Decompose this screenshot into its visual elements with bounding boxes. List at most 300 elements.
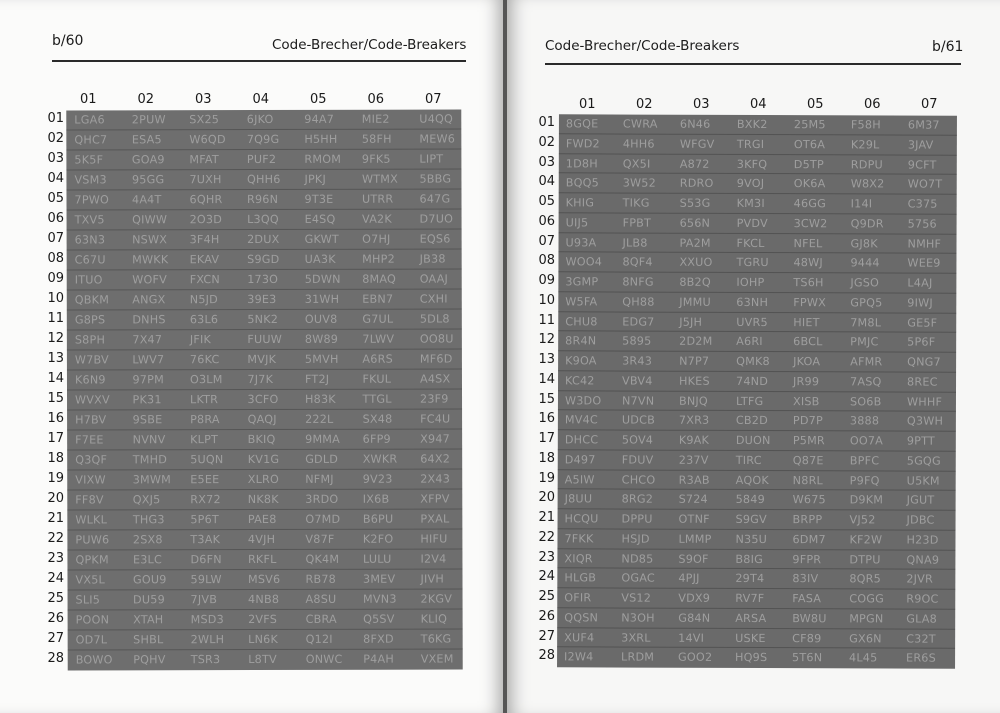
left-table-cell: WOFV	[132, 273, 167, 287]
right-table-cell: 5P6F	[907, 335, 936, 349]
left-row-header: 10	[47, 291, 64, 306]
left-table-cell: Q5SV	[363, 612, 395, 626]
right-table-cell: C375	[907, 197, 938, 211]
right-row-header: 24	[538, 569, 555, 585]
right-row-divider	[558, 291, 956, 293]
right-table-cell: BRPP	[792, 513, 823, 527]
left-row-divider	[67, 508, 462, 510]
left-code-table	[66, 109, 462, 670]
left-table-cell: TMHD	[132, 453, 168, 467]
right-row-divider	[558, 370, 956, 372]
left-table-cell: L3QQ	[247, 212, 279, 227]
right-table-cell: 6DM7	[792, 532, 826, 546]
right-table-cell: K9OA	[565, 354, 597, 368]
left-table-cell: POON	[75, 613, 110, 627]
left-table-cell: W6QD	[189, 133, 226, 147]
right-table-cell: 3W52	[622, 176, 656, 190]
left-table-cell: LIPT	[419, 152, 444, 166]
right-table-cell: JKOA	[793, 355, 821, 369]
right-table-cell: XXUO	[679, 255, 713, 270]
right-row-header: 03	[538, 154, 555, 170]
left-table-cell: 5P6T	[190, 513, 219, 527]
left-table-cell: 9T3E	[304, 192, 334, 206]
left-table-cell: VA2K	[362, 212, 392, 226]
right-row-header: 11	[538, 312, 555, 328]
left-row-divider	[67, 408, 462, 410]
right-table-cell: 4L45	[849, 651, 878, 665]
left-table-cell: U4QQ	[419, 112, 454, 126]
left-row-divider	[67, 568, 462, 570]
left-table-cell: BKIQ	[247, 432, 276, 447]
right-column-header: 03	[693, 97, 710, 112]
right-table-cell: A6RI	[736, 335, 763, 349]
left-table-cell: R96N	[246, 192, 279, 207]
right-table-cell: ER6S	[906, 651, 936, 665]
left-table-cell: IX6B	[362, 492, 390, 506]
left-table-cell: DNHS	[132, 313, 166, 327]
right-page-title: Code-Brecher/Code-Breakers	[545, 38, 740, 54]
left-table-cell: KLIQ	[420, 612, 448, 626]
right-table-cell: USKE	[735, 631, 766, 645]
left-table-cell: GOU9	[132, 573, 167, 587]
right-table-cell: QH88	[622, 295, 655, 309]
left-column-header: 06	[367, 92, 385, 107]
left-row-header: 25	[47, 591, 64, 606]
right-row-header: 04	[538, 174, 555, 190]
left-table-cell: 2WLH	[190, 633, 225, 647]
right-table-cell: A5IW	[564, 472, 595, 486]
right-row-divider	[557, 647, 955, 649]
left-table-cell: PXAL	[420, 512, 450, 526]
left-table-cell: 76KC	[189, 353, 220, 367]
right-row-divider	[558, 429, 956, 431]
right-row-divider	[557, 607, 955, 609]
right-table-cell: ND85	[621, 552, 654, 566]
left-table-cell: V87F	[305, 532, 335, 546]
right-table-cell: UDCB	[621, 413, 656, 427]
right-table-cell: S53G	[679, 196, 711, 210]
right-table-cell: TS6H	[793, 276, 824, 290]
right-table-cell: JR99	[793, 374, 820, 388]
left-table-cell: MWKK	[132, 253, 169, 267]
right-table-cell: 25M5	[793, 118, 826, 132]
left-table-cell: P8RA	[190, 413, 220, 427]
left-table-cell: PQHV	[133, 653, 166, 667]
right-table-cell: LTFG	[735, 394, 764, 408]
left-table-cell: 2PUW	[131, 113, 166, 127]
left-table-cell: 7J7K	[247, 372, 274, 387]
right-table-cell: NMHF	[907, 237, 942, 251]
left-row-divider	[67, 368, 462, 370]
right-table-cell: K9AK	[678, 433, 710, 447]
right-table-cell: D5TP	[793, 157, 824, 171]
left-table-cell: K6N9	[74, 373, 106, 387]
right-page-number: b/61	[932, 39, 964, 55]
left-table-cell: A8SU	[305, 592, 337, 606]
left-table-cell: DU59	[133, 593, 165, 607]
right-table-cell: N7P7	[679, 354, 710, 368]
left-table-cell: OUV8	[304, 312, 338, 326]
left-table-cell: PUW6	[75, 533, 110, 547]
left-table-cell: FKUL	[362, 372, 392, 386]
right-table-cell: Q87E	[792, 453, 824, 467]
left-table-cell: NK8K	[247, 492, 279, 507]
left-table-cell: WTMX	[361, 172, 398, 186]
left-table-cell: 6QHR	[189, 193, 223, 207]
left-table-cell: QAQJ	[247, 412, 277, 427]
right-row-divider	[559, 212, 957, 214]
right-table-cell: N35U	[735, 532, 768, 546]
left-table-cell: XTAH	[133, 613, 164, 627]
left-page-number: b/60	[52, 33, 84, 49]
right-table-cell: QMK8	[736, 354, 770, 369]
right-table-cell: S9GV	[735, 512, 767, 527]
right-table-cell: P5MR	[792, 434, 825, 448]
left-table-cell: 8W89	[304, 332, 339, 346]
right-table-cell: 5OV4	[621, 433, 654, 447]
right-table-cell: 3GMP	[565, 275, 599, 289]
left-table-cell: 64X2	[420, 452, 451, 466]
left-table-cell: 95GG	[131, 173, 165, 187]
left-table-cell: O3LM	[189, 373, 223, 387]
right-row-header: 21	[538, 510, 555, 525]
right-row-header: 17	[538, 431, 555, 446]
right-table-cell: GOO2	[678, 650, 713, 665]
left-row-header: 22	[47, 531, 64, 546]
left-table-cell: QBKM	[74, 293, 110, 307]
right-table-cell: 656N	[679, 216, 711, 230]
left-table-cell: JIVH	[420, 572, 444, 586]
right-table-cell: A872	[679, 157, 710, 171]
right-table-cell: N7VN	[621, 394, 655, 408]
left-row-header: 13	[47, 351, 64, 366]
left-table-cell: OAAJ	[419, 272, 449, 286]
left-table-cell: MIE2	[361, 112, 390, 126]
left-table-cell: NSWX	[132, 233, 168, 247]
left-table-cell: KV1G	[247, 452, 280, 467]
right-row-divider	[558, 252, 956, 254]
right-row-header: 26	[538, 608, 555, 624]
right-row-divider	[558, 271, 956, 273]
right-table-cell: TIKG	[622, 196, 650, 210]
right-table-cell: G84N	[678, 611, 711, 625]
right-header-rule	[545, 63, 961, 65]
right-row-header: 14	[538, 371, 555, 387]
right-table-cell: QX5I	[622, 157, 651, 171]
right-table-cell: K29L	[850, 138, 880, 152]
right-row-header: 15	[538, 391, 555, 407]
right-table-cell: ARSA	[735, 611, 767, 625]
right-table-cell: 3888	[849, 414, 880, 428]
right-table-cell: 5GQG	[906, 454, 941, 468]
left-row-header: 28	[47, 651, 64, 666]
right-table-cell: JGSO	[850, 276, 880, 290]
right-table-cell: DUON	[735, 433, 771, 448]
left-table-cell: 5BBG	[419, 172, 452, 186]
left-table-cell: WVXV	[75, 393, 110, 407]
right-row-header: 08	[538, 253, 555, 269]
right-column-header: 06	[864, 97, 881, 112]
left-table-cell: OO8U	[419, 332, 454, 346]
right-table-cell: W3DO	[564, 393, 602, 407]
right-table-cell: DHCC	[564, 433, 599, 447]
left-table-cell: ESA5	[131, 133, 162, 147]
left-table-cell: RKFL	[247, 552, 277, 567]
right-table-cell: FDUV	[621, 453, 654, 467]
left-column-header: 01	[80, 92, 97, 107]
right-row-header: 27	[538, 628, 555, 644]
left-page-title: Code-Brecher/Code-Breakers	[272, 37, 467, 53]
left-column-header: 05	[310, 92, 327, 107]
right-table-cell: 7ASQ	[850, 375, 882, 389]
left-table-cell: Q12I	[305, 632, 333, 646]
right-table-cell: FKCL	[736, 236, 765, 250]
right-row-header: 20	[538, 490, 555, 506]
right-table-cell: CHCO	[621, 473, 656, 487]
left-table-cell: 23F9	[420, 392, 449, 406]
right-table-cell: 4PJJ	[678, 571, 700, 586]
right-table-cell: JLB8	[622, 236, 648, 250]
left-column-header: 03	[195, 92, 212, 107]
left-table-cell: 7X47	[132, 333, 163, 347]
left-table-cell: NFMJ	[305, 472, 334, 486]
left-table-cell: S9GD	[247, 252, 280, 267]
left-table-cell: JFIK	[189, 333, 212, 347]
left-row-divider	[67, 468, 462, 470]
left-row-divider	[66, 148, 461, 150]
left-table-cell: CXHI	[419, 292, 448, 306]
left-table-cell: FT2J	[304, 372, 330, 386]
left-table-cell: 8MAQ	[362, 272, 397, 286]
right-table-cell: VS12	[621, 591, 652, 605]
right-table-cell: XISB	[792, 394, 820, 408]
left-table-cell: 94A7	[304, 112, 335, 126]
right-row-divider	[558, 528, 956, 530]
right-table-cell: DPPU	[621, 512, 653, 526]
right-table-cell: 237V	[678, 453, 709, 467]
right-table-cell: 2D2M	[679, 334, 713, 349]
right-row-divider	[557, 568, 955, 570]
left-table-cell: RMOM	[304, 152, 342, 166]
left-table-cell: 173O	[247, 272, 279, 287]
left-table-cell: 2O3D	[189, 213, 223, 227]
left-table-cell: QHC7	[74, 133, 108, 147]
right-table-cell: LMMP	[678, 532, 712, 546]
left-table-cell: FF8V	[75, 493, 104, 507]
right-table-cell: 8GQE	[565, 117, 599, 131]
left-table-cell: QIWW	[132, 213, 168, 227]
right-table-cell: R9OC	[906, 592, 939, 606]
right-column-header: 07	[921, 97, 938, 112]
right-row-header: 05	[538, 194, 555, 209]
right-row-header: 02	[538, 134, 555, 150]
left-table-cell: 222L	[305, 412, 334, 426]
right-table-cell: F58H	[850, 118, 881, 132]
right-table-cell: 9CFT	[907, 158, 937, 172]
left-table-cell: 59LW	[190, 573, 222, 587]
right-table-cell: RV7F	[735, 591, 765, 606]
left-row-divider	[67, 388, 462, 390]
right-table-cell: HIET	[793, 315, 820, 329]
right-row-divider	[559, 153, 957, 155]
right-table-cell: OGAC	[621, 571, 655, 585]
left-row-header: 07	[47, 231, 64, 246]
right-table-cell: 8R4N	[565, 334, 597, 348]
left-table-cell: F7EE	[75, 433, 104, 447]
right-table-cell: JMMU	[679, 295, 711, 309]
left-row-header: 17	[47, 431, 64, 446]
left-table-cell: 3F4H	[189, 233, 220, 247]
right-table-cell: GLA8	[906, 612, 937, 626]
right-table-cell: J5JH	[679, 315, 703, 329]
right-table-cell: WHHF	[906, 395, 943, 409]
left-row-divider	[68, 608, 463, 610]
left-table-cell: LN6K	[248, 632, 279, 647]
right-table-cell: 9FPR	[792, 552, 822, 566]
right-table-cell: GX6N	[849, 631, 882, 645]
left-row-header: 24	[47, 571, 64, 586]
left-row-header: 21	[47, 511, 64, 526]
right-table-cell: 5T6N	[792, 651, 823, 665]
right-column-header: 01	[579, 97, 596, 112]
left-row-divider	[67, 228, 462, 230]
left-table-cell: 2X43	[420, 472, 451, 486]
right-table-cell: OT6A	[793, 137, 826, 151]
right-table-cell: XIQR	[564, 551, 593, 565]
right-table-cell: 8QR5	[849, 572, 881, 586]
right-table-cell: TGRU	[736, 256, 769, 270]
left-table-cell: VSM3	[74, 173, 107, 187]
left-table-cell: 647G	[419, 192, 451, 206]
right-row-divider	[558, 390, 956, 392]
left-row-divider	[67, 248, 462, 250]
left-table-cell: CBRA	[305, 612, 337, 626]
left-table-cell: TSR3	[190, 653, 221, 667]
left-table-cell: MSV6	[247, 572, 281, 587]
left-table-cell: QHH6	[246, 172, 281, 187]
left-table-cell: ITUO	[74, 273, 103, 287]
right-table-cell: BQQ5	[565, 176, 599, 190]
left-table-cell: 2KGV	[420, 592, 453, 606]
left-column-header: 07	[425, 92, 442, 107]
left-table-cell: SLI5	[75, 593, 101, 607]
left-table-cell: OD7L	[75, 633, 108, 647]
left-table-cell: 3CFO	[247, 392, 279, 407]
left-row-divider	[67, 308, 462, 310]
left-table-cell: 4NB8	[248, 592, 280, 607]
right-table-cell: 9444	[850, 256, 880, 270]
left-row-header: 18	[47, 451, 64, 466]
right-table-cell: OTNF	[678, 512, 710, 526]
right-row-header: 09	[538, 273, 555, 288]
right-row-divider	[558, 469, 956, 471]
left-row-header: 23	[47, 551, 64, 566]
right-table-cell: Q9DR	[850, 217, 884, 231]
left-table-cell: 7JVB	[190, 593, 218, 607]
left-table-cell: JPKJ	[304, 172, 326, 186]
left-row-header: 01	[47, 111, 64, 126]
right-table-cell: D9KM	[849, 493, 884, 507]
right-table-cell: KHIG	[565, 196, 595, 210]
left-row-header: 04	[47, 171, 64, 186]
right-table-cell: WFGV	[679, 137, 715, 151]
right-table-cell: R3AB	[678, 473, 710, 487]
right-table-cell: 7XR3	[678, 413, 710, 428]
left-table-cell: D6FN	[190, 553, 222, 567]
right-table-cell: N8RL	[792, 473, 824, 487]
right-row-header: 06	[538, 213, 555, 229]
left-row-header: 11	[47, 311, 64, 326]
right-table-cell: 74ND	[736, 374, 769, 388]
right-row-header: 19	[538, 470, 555, 486]
left-row-header: 03	[47, 151, 64, 166]
left-table-cell: P4AH	[363, 652, 394, 666]
left-row-divider	[68, 628, 463, 630]
right-table-cell: CF89	[792, 631, 822, 645]
left-table-cell: FUUW	[247, 332, 283, 347]
left-row-divider	[68, 648, 463, 650]
left-table-cell: LULU	[362, 552, 392, 566]
right-table-cell: JGUT	[906, 493, 935, 507]
right-table-cell: XUF4	[564, 630, 595, 644]
right-table-cell: 6N46	[679, 117, 711, 131]
left-table-cell: E4SQ	[304, 212, 336, 226]
right-table-cell: SO6B	[849, 394, 882, 408]
left-table-cell: MFAT	[189, 153, 219, 167]
left-table-cell: X947	[420, 432, 450, 446]
right-table-cell: FPWX	[793, 295, 827, 309]
left-row-header: 09	[47, 271, 64, 286]
left-table-cell: 39E3	[247, 292, 277, 307]
left-table-cell: 7LWV	[362, 332, 395, 346]
left-table-cell: 5MVH	[304, 352, 339, 366]
left-table-cell: 5NK2	[247, 312, 279, 327]
left-row-header: 19	[47, 471, 64, 486]
left-table-cell: W7BV	[74, 353, 109, 367]
right-column-header: 05	[807, 97, 824, 112]
right-table-cell: 63NH	[736, 295, 769, 309]
left-table-cell: XFPV	[420, 492, 450, 506]
right-table-cell: S724	[678, 492, 708, 507]
right-row-header: 25	[538, 589, 555, 604]
left-table-cell: MSD3	[190, 613, 224, 627]
left-table-cell: 8FXD	[363, 632, 394, 646]
right-table-cell: IOHP	[736, 275, 765, 290]
right-table-cell: C32T	[906, 632, 936, 646]
right-table-cell: 48WJ	[793, 256, 823, 270]
right-table-cell: QNG7	[907, 355, 941, 369]
right-table-cell: BPFC	[849, 454, 880, 468]
right-table-cell: OK6A	[793, 177, 826, 191]
right-table-cell: HCQU	[564, 512, 599, 526]
left-table-cell: 31WH	[304, 292, 340, 306]
right-column-header: 04	[750, 97, 767, 112]
right-table-cell: 8RG2	[621, 492, 654, 506]
left-table-cell: B6PU	[362, 512, 394, 526]
right-row-divider	[558, 350, 956, 352]
right-row-divider	[558, 489, 956, 491]
left-table-cell: 5K5F	[74, 153, 104, 167]
right-row-header: 28	[538, 648, 555, 664]
right-table-cell: TIRC	[735, 453, 762, 467]
right-table-cell: KM3I	[736, 196, 765, 211]
right-table-cell: GE5F	[907, 316, 938, 330]
left-table-cell: 4VJH	[247, 532, 276, 547]
left-table-cell: 6FP9	[362, 432, 391, 446]
left-row-header: 27	[47, 631, 64, 646]
left-row-divider	[67, 328, 462, 330]
left-column-header: 04	[252, 92, 270, 107]
